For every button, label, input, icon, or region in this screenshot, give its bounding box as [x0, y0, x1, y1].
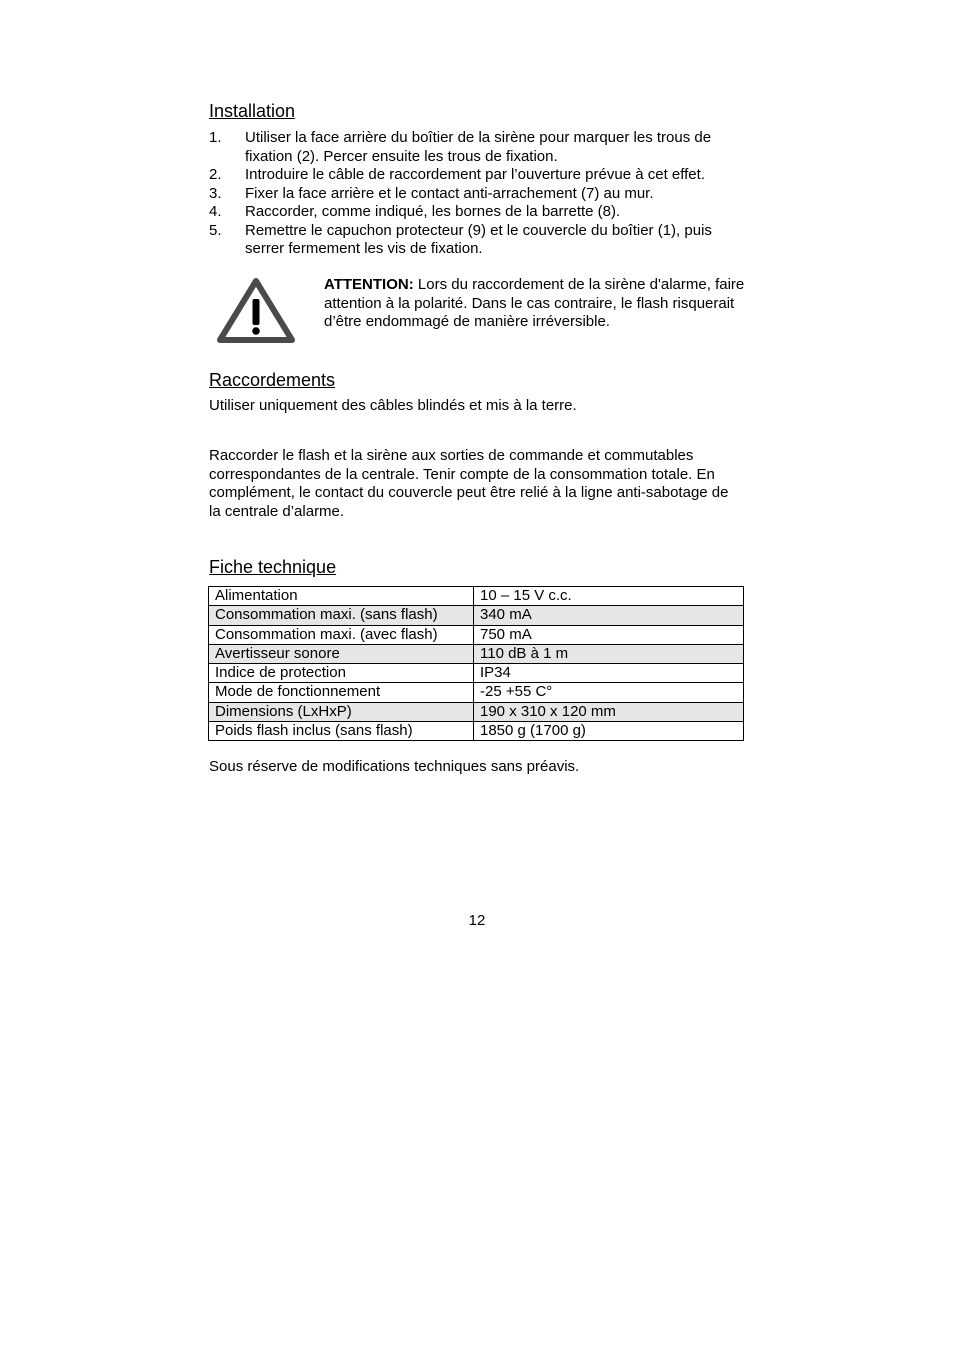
- spec-value: 10 – 15 V c.c.: [474, 587, 744, 606]
- raccordements-paragraph-2: Raccorder le flash et la sirène aux sorties de commande et commutables correspondantes de la centrale. Tenir compte de la consommation totale. En complément, le contact du couvercle peut être relié à la ligne anti-sabotage de la centrale d’alarme.: [209, 447, 729, 520]
- warning-label: ATTENTION:: [324, 276, 414, 293]
- spec-value: 1850 g (1700 g): [474, 722, 744, 741]
- list-item: [209, 203, 754, 222]
- step-text: Remettre le capuchon protecteur (9) et le couvercle du boîtier (1), puis serrer fermement les vis de fixation.: [245, 221, 712, 257]
- spec-label: Dimensions (LxHxP): [209, 702, 474, 721]
- table-row: [209, 606, 744, 625]
- step-number: 1.: [209, 129, 222, 146]
- spec-label: Indice de protection: [209, 664, 474, 683]
- step-text: Raccorder, comme indiqué, les bornes de la barrette (8).: [245, 203, 621, 220]
- spec-label: Alimentation: [209, 587, 474, 606]
- page-number: 12: [468, 912, 486, 929]
- spec-label: Consommation maxi. (avec flash): [209, 625, 474, 644]
- table-row: [209, 702, 744, 721]
- table-row: [209, 625, 744, 644]
- step-text: Fixer la face arrière et le contact anti-arrachement (7) au mur.: [245, 184, 654, 202]
- spec-value: 110 dB à 1 m: [474, 644, 744, 663]
- warning-body: Lors du raccordement de la sirène d'alarme, faire attention à la polarité. Dans le cas contraire, le flash risquerait d’être endommagé de manière irréversible.: [324, 276, 745, 330]
- list-item: [209, 129, 754, 166]
- list-item: [209, 222, 754, 259]
- table-row: [209, 664, 744, 683]
- step-number: 3.: [209, 184, 222, 202]
- warning-text: [324, 276, 749, 332]
- table-row: [209, 644, 744, 663]
- list-item: [209, 185, 754, 204]
- raccordements-heading: Raccordements: [209, 370, 336, 390]
- installation-steps: [209, 129, 754, 259]
- spec-value: 750 mA: [474, 625, 744, 644]
- raccordements-paragraph-1: Utiliser uniquement des câbles blindés et mis à la terre.: [209, 397, 577, 414]
- spec-value: IP34: [474, 664, 744, 683]
- table-row: [209, 722, 744, 741]
- spec-value: 340 mA: [474, 606, 744, 625]
- step-number: 5.: [209, 221, 222, 239]
- table-row: [209, 587, 744, 606]
- step-number: 4.: [209, 203, 222, 220]
- warning-triangle-icon: [216, 277, 296, 343]
- spec-label: Consommation maxi. (sans flash): [209, 606, 474, 625]
- spec-label: Poids flash inclus (sans flash): [209, 722, 474, 741]
- step-text: Utiliser la face arrière du boîtier de la sirène pour marquer les trous de fixation (2). Percer ensuite les trous de fixation.: [245, 129, 712, 165]
- spec-label: Avertisseur sonore: [209, 644, 474, 663]
- fiche-technique-heading: Fiche technique: [209, 557, 337, 577]
- step-number: 2.: [209, 166, 222, 183]
- spec-value: 190 x 310 x 120 mm: [474, 702, 744, 721]
- spec-value: -25 +55 C°: [474, 683, 744, 702]
- table-row: [209, 683, 744, 702]
- list-item: [209, 166, 754, 185]
- footer-note: Sous réserve de modifications techniques sans préavis.: [209, 758, 580, 775]
- installation-heading: Installation: [209, 101, 296, 121]
- spec-label: Mode de fonctionnement: [209, 683, 474, 702]
- step-text: Introduire le câble de raccordement par l’ouverture prévue à cet effet.: [245, 166, 705, 183]
- spec-table: [208, 586, 744, 741]
